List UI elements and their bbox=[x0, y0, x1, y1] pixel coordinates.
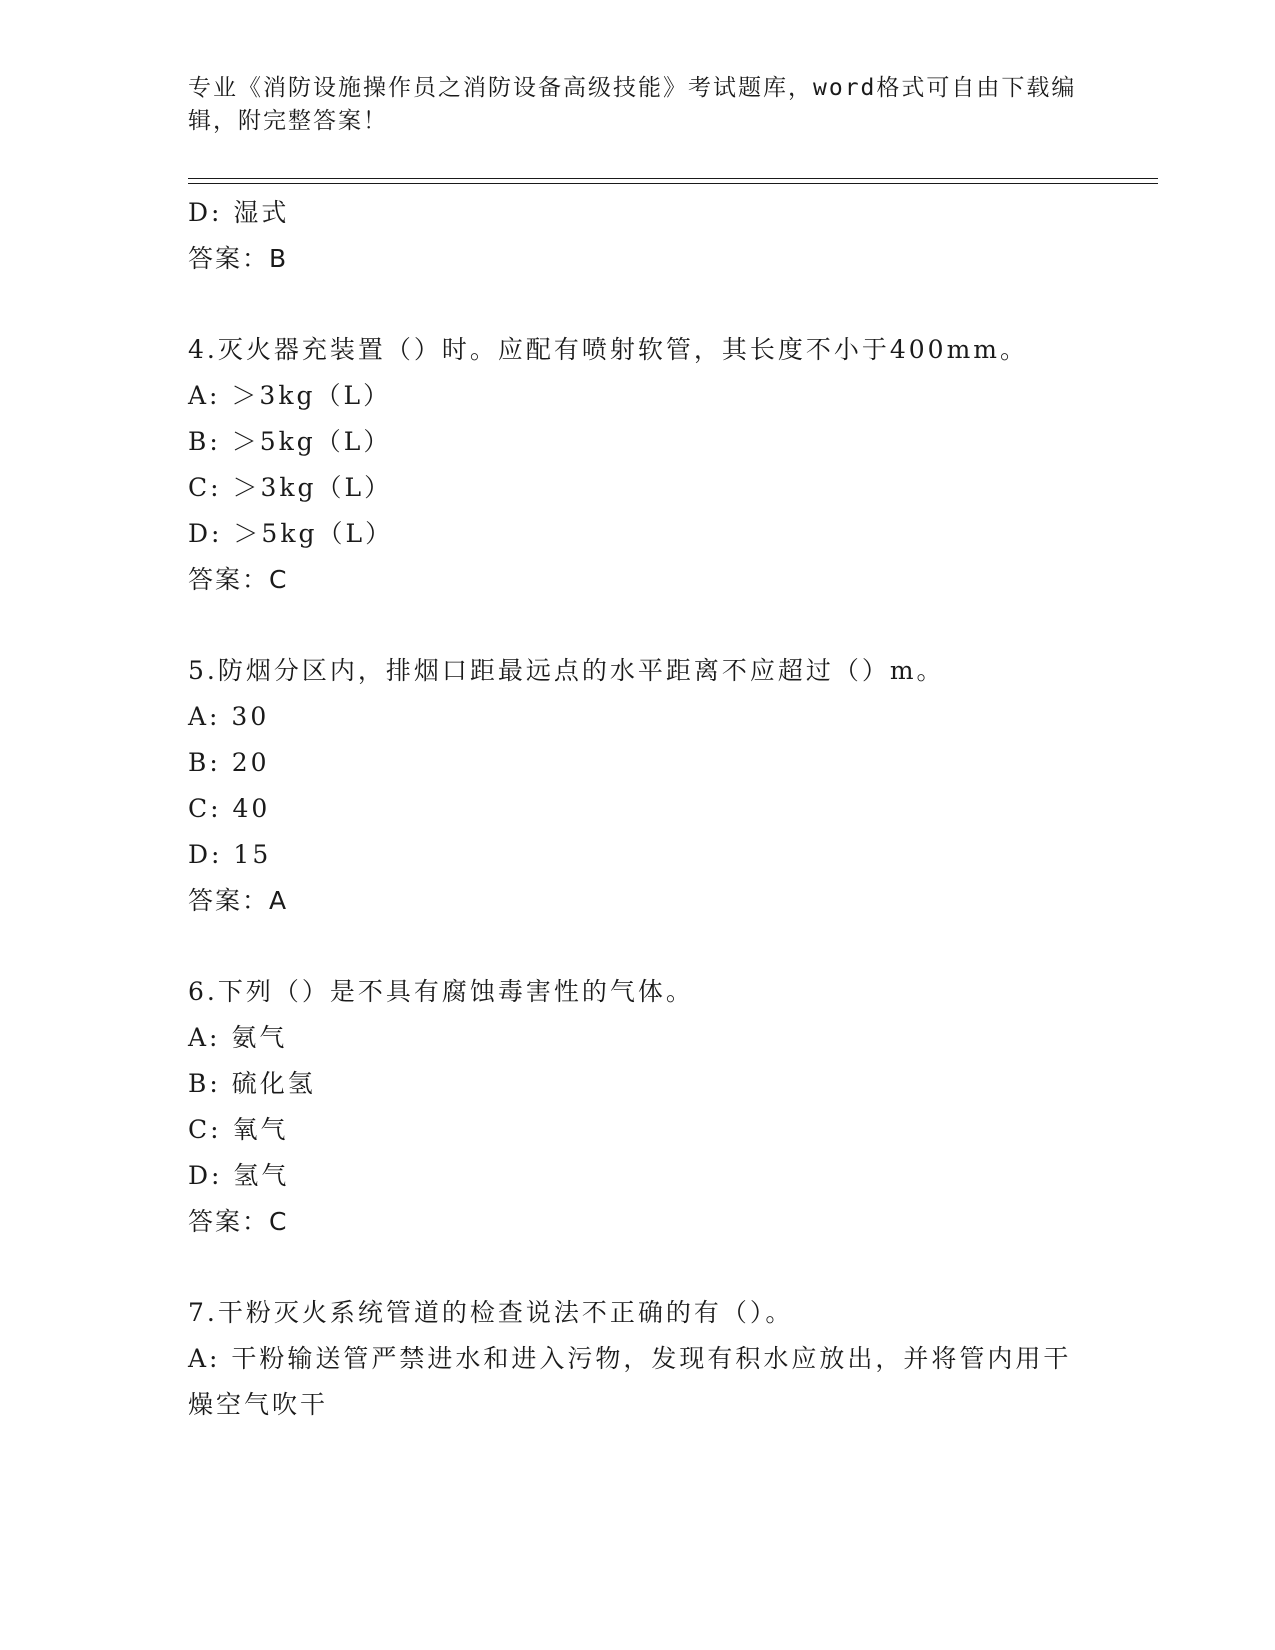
question-5 bbox=[188, 648, 1088, 924]
answer-label: 答案：C bbox=[188, 565, 289, 594]
option-d: D: 15 bbox=[188, 840, 272, 869]
header-divider-bottom bbox=[188, 183, 1158, 184]
page-header-text: 专业《消防设施操作员之消防设备高级技能》考试题库，word格式可自由下载编辑，附完整答案！ bbox=[188, 75, 1077, 134]
option-a: A: 氨气 bbox=[188, 1023, 288, 1052]
question-stem: 6.下列（）是不具有腐蚀毒害性的气体。 bbox=[188, 977, 694, 1006]
answer-label: 答案：A bbox=[188, 886, 289, 915]
option-c: C: ＞3kg（L） bbox=[188, 473, 393, 502]
answer-label: 答案：B bbox=[188, 244, 289, 273]
question-7 bbox=[188, 1290, 1088, 1428]
answer-label: 答案：C bbox=[188, 1207, 289, 1236]
option-b: B: 硫化氢 bbox=[188, 1069, 316, 1098]
question-4 bbox=[188, 327, 1088, 603]
option-c: C: 氧气 bbox=[188, 1115, 289, 1144]
question-stem: 4.灭火器充装置（）时。应配有喷射软管，其长度不小于400mm。 bbox=[188, 335, 1028, 364]
question-stem: 7.干粉灭火系统管道的检查说法不正确的有（）。 bbox=[188, 1298, 794, 1327]
question-6 bbox=[188, 969, 1088, 1245]
option-b: B: 20 bbox=[188, 748, 270, 777]
option-c: C: 40 bbox=[188, 794, 271, 823]
option-b: B: ＞5kg（L） bbox=[188, 427, 392, 456]
question-list bbox=[188, 190, 1088, 1428]
option-a: A: ＞3kg（L） bbox=[188, 381, 392, 410]
option-d: D: 湿式 bbox=[188, 198, 290, 227]
option-a: A: 干粉输送管严禁进水和进入污物，发现有积水应放出，并将管内用干燥空气吹干 bbox=[188, 1344, 1072, 1419]
option-a: A: 30 bbox=[188, 702, 270, 731]
option-d: D: ＞5kg（L） bbox=[188, 519, 394, 548]
header-divider-top bbox=[188, 178, 1158, 179]
option-d: D: 氢气 bbox=[188, 1161, 290, 1190]
question-stem: 5.防烟分区内，排烟口距最远点的水平距离不应超过（）m。 bbox=[188, 656, 945, 685]
